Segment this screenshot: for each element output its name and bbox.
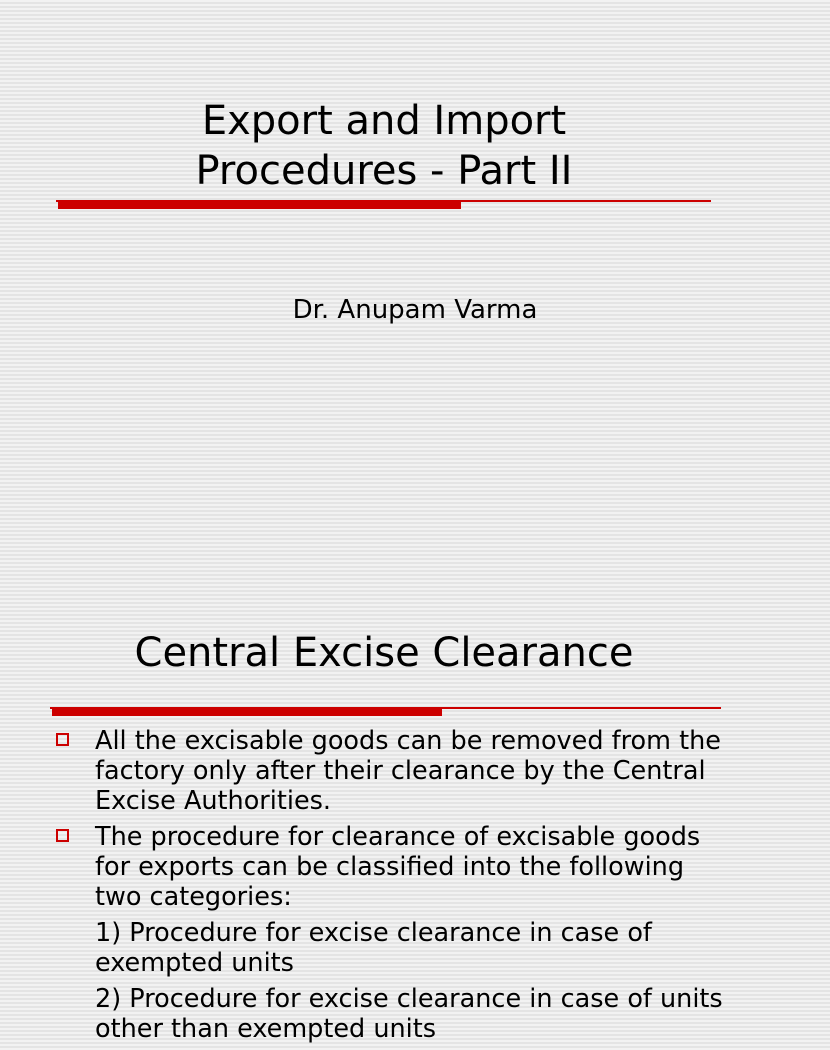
title-line-2: Procedures - Part II — [195, 148, 573, 194]
hollow-square-bullet-icon — [56, 733, 69, 746]
sub-item-list — [56, 918, 736, 1044]
hollow-square-bullet-icon — [56, 829, 69, 842]
author-name: Dr. Anupam Varma — [292, 295, 538, 325]
sub-list-item: 1) Procedure for excise clearance in case of exempted units — [95, 918, 652, 978]
slide-title: Central Excise Clearance — [134, 630, 634, 676]
bullet-list — [56, 726, 736, 1050]
content-slide — [0, 512, 768, 1044]
bullet-text: The procedure for clearance of excisable goods for exports can be classified into the following two categories: — [95, 822, 701, 912]
sub-list-item: 2) Procedure for excise clearance in case of units other than exempted units — [95, 984, 723, 1044]
slide-title-divider-thick — [52, 708, 442, 716]
title-divider-thick — [58, 201, 461, 209]
title-slide — [0, 0, 768, 512]
list-item — [56, 726, 736, 816]
bullet-text: All the excisable goods can be removed from the factory only after their clearance by the Central Excise Authorities. — [95, 726, 721, 816]
presentation-title — [0, 96, 768, 196]
list-item — [56, 822, 736, 1044]
title-line-1: Export and Import — [201, 98, 567, 144]
